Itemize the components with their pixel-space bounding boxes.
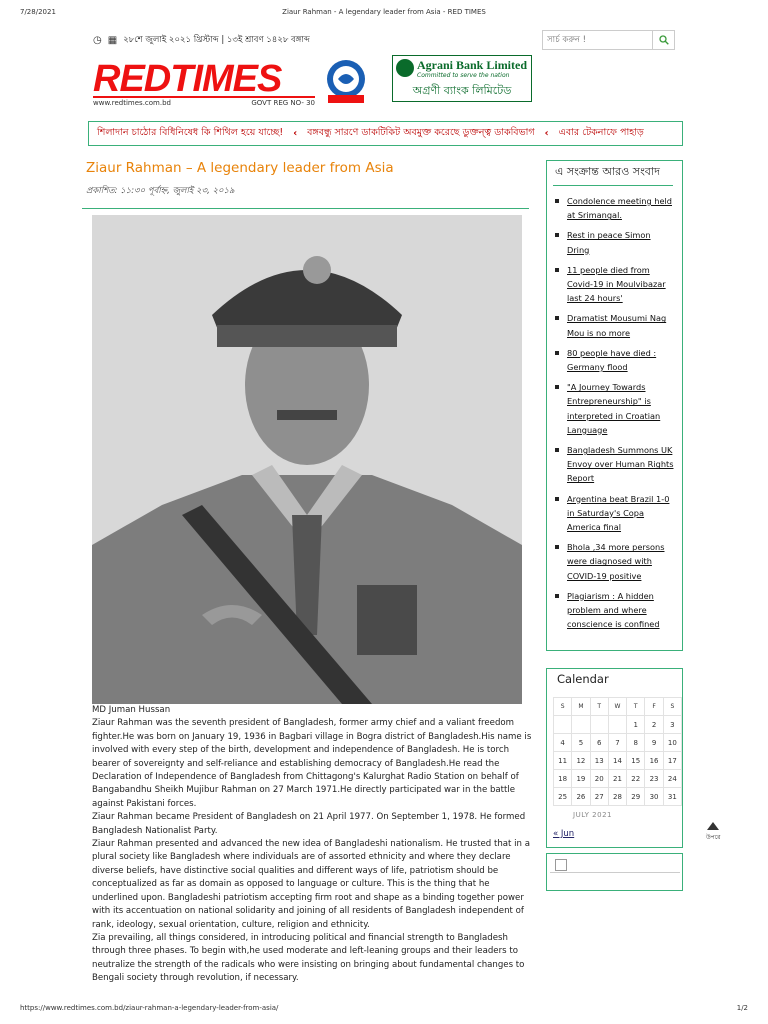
calendar-day: 16 bbox=[645, 752, 663, 770]
calendar-day: 26 bbox=[572, 788, 590, 806]
weekday-header: S bbox=[554, 698, 572, 716]
back-to-top-button[interactable] bbox=[706, 822, 720, 843]
calendar-day: 23 bbox=[645, 770, 663, 788]
sidebar-heading: এ সংক্রান্ত আরও সংবাদ bbox=[555, 165, 660, 178]
article-published-date: প্রকাশিত: ১১:৩০ পূর্বাহ্ন, জুলাই ২৩, ২০১৯ bbox=[86, 186, 235, 196]
calendar-prev-month-link[interactable]: « Jun bbox=[553, 829, 575, 839]
logo-reg: GOVT REG NO- 30 bbox=[251, 99, 315, 107]
calendar-day: 18 bbox=[554, 770, 572, 788]
article-author: MD Juman Hussan bbox=[92, 705, 171, 715]
logo-wordmark: REDTIMES bbox=[93, 58, 282, 100]
calendar-day bbox=[554, 716, 572, 734]
current-date: ২৮শে জুলাই ২০২১ খ্রিস্টাব্দ | ১৩ই শ্রাবণ ১৪২৮ বঙ্গাব্দ bbox=[123, 35, 310, 45]
article-paragraph: Ziaur Rahman presented and advanced the new idea of Bangladeshi nationalism. He trusted that in a plural society like Bangladesh where individuals are of assorted ethnicity and where they declare diverse beliefs, have distinctive social qualities and different ways of life, patriotism should be conceptualized as far as domain as opposed to language or culture. This is the thing that he underlined upon. Bangladeshi patriotism accepting firm root and shape as a binding together power with its accentuation on national solidarity and joining of all residents of Bangladesh independent of rank, ideology, sexual orientation, culture, religion and ethnicity. bbox=[92, 839, 530, 930]
calendar-day: 5 bbox=[572, 734, 590, 752]
divider bbox=[82, 208, 529, 209]
weekday-header: T bbox=[627, 698, 645, 716]
calendar-day: 24 bbox=[663, 770, 681, 788]
print-date: 7/28/2021 bbox=[20, 8, 56, 16]
ticker-item[interactable]: বঙ্গবন্ধু সারণে ডাকটিকিট অবমুক্ত করেছে ডুক্তন্ত্ব ডাকবিভাগ bbox=[307, 127, 535, 138]
list-item bbox=[555, 228, 674, 256]
agrani-bank-ad[interactable] bbox=[392, 55, 532, 102]
calendar-day: 28 bbox=[608, 788, 626, 806]
calendar-day: 17 bbox=[663, 752, 681, 770]
search-icon bbox=[659, 35, 669, 45]
ad-bangla-name: অগ্রণী ব্যাংক লিমিটেড bbox=[412, 84, 512, 97]
related-news-link[interactable]: Bangladesh Summons UK Envoy over Human Rights Report bbox=[567, 445, 674, 484]
list-item bbox=[555, 263, 674, 306]
ad-tagline: Committed to serve the nation bbox=[417, 72, 510, 79]
related-news-link[interactable]: 11 people died from Covid-19 in Moulvibazar last 24 hours' bbox=[567, 264, 666, 304]
calendar-day: 20 bbox=[590, 770, 608, 788]
calendar-icon: ▦ bbox=[107, 34, 118, 46]
calendar-week bbox=[554, 770, 682, 788]
bank-logo-icon bbox=[396, 59, 414, 77]
list-item bbox=[555, 443, 674, 486]
list-item bbox=[555, 346, 674, 374]
related-news-link[interactable]: Dramatist Mousumi Nag Mou is no more bbox=[567, 313, 667, 338]
calendar-widget bbox=[546, 668, 683, 848]
calendar-day bbox=[590, 716, 608, 734]
search-button[interactable] bbox=[652, 31, 674, 49]
article-paragraph: Ziaur Rahman was the seventh president of Bangladesh, former army chief and a valiant freedom fighter.He was born on January 19, 1936 in Bagbari village in Bogra district of Bangladesh.His name is involved with every step of the birth, development and independence of Bangladesh. He is torch bearer of sovereignty and self-reliance and establishing democracy of Bangladesh.He read the Declaration of Independence of Bangladesh from Chittagong's Kalurghat Radio Station on behalf of Bangabandhu Sheikh Mujibur Rahman on 27 March 1971.He directly participated war in the battle against Pakistani forces. bbox=[92, 718, 532, 809]
related-news-link[interactable]: Plagiarism : A hidden problem and where conscience is confined bbox=[567, 590, 660, 630]
calendar-day: 29 bbox=[627, 788, 645, 806]
calendar-day: 21 bbox=[608, 770, 626, 788]
related-news-link[interactable]: 80 people have died : Germany flood bbox=[567, 347, 657, 373]
weekday-header: T bbox=[590, 698, 608, 716]
logo-url: www.redtimes.com.bd bbox=[93, 99, 171, 107]
calendar-day: 12 bbox=[572, 752, 590, 770]
calendar-day: 13 bbox=[590, 752, 608, 770]
related-news-link[interactable]: Bhola ,34 more persons were diagnosed with COVID-19 positive bbox=[567, 542, 665, 581]
article-body bbox=[92, 704, 532, 986]
date-bar bbox=[93, 33, 310, 47]
calendar-table bbox=[553, 697, 682, 806]
search-input[interactable] bbox=[543, 31, 652, 49]
weekday-header: S bbox=[663, 698, 681, 716]
calendar-title: Calendar bbox=[557, 672, 609, 686]
calendar-day: 9 bbox=[645, 734, 663, 752]
portrait-image-icon bbox=[92, 215, 522, 704]
related-news-link[interactable]: "A Journey Towards Entrepreneurship" is interpreted in Croatian Language bbox=[567, 382, 661, 435]
back-to-top-label: উপরে bbox=[706, 834, 721, 841]
search-box bbox=[542, 30, 675, 50]
related-news-sidebar bbox=[546, 160, 683, 651]
calendar-week bbox=[554, 752, 682, 770]
list-item bbox=[555, 540, 674, 583]
print-url: https://www.redtimes.com.bd/ziaur-rahman-a-legendary-leader-from-asia/ bbox=[20, 1004, 279, 1012]
list-item bbox=[555, 492, 674, 535]
weekday-header: W bbox=[608, 698, 626, 716]
print-title: Ziaur Rahman - A legendary leader from Asia - RED TIMES bbox=[282, 8, 486, 16]
calendar-week bbox=[554, 734, 682, 752]
calendar-day: 30 bbox=[645, 788, 663, 806]
chevron-left-icon: ‹ bbox=[293, 128, 298, 139]
article-title: Ziaur Rahman – A legendary leader from Asia bbox=[86, 160, 394, 176]
sidebar-image-widget bbox=[546, 853, 683, 891]
calendar-day: 3 bbox=[663, 716, 681, 734]
chevron-left-icon: ‹ bbox=[544, 128, 549, 139]
divider bbox=[553, 185, 673, 186]
calendar-day: 10 bbox=[663, 734, 681, 752]
article-photo bbox=[92, 215, 522, 704]
calendar-caption: JULY 2021 bbox=[573, 811, 612, 819]
ticker-item[interactable]: এবার টেকনাফে পাহাড় bbox=[558, 127, 644, 138]
article-header bbox=[82, 160, 529, 209]
calendar-day: 2 bbox=[645, 716, 663, 734]
calendar-day: 11 bbox=[554, 752, 572, 770]
calendar-day: 7 bbox=[608, 734, 626, 752]
calendar-day: 6 bbox=[590, 734, 608, 752]
calendar-week bbox=[554, 788, 682, 806]
calendar-day: 4 bbox=[554, 734, 572, 752]
calendar-week bbox=[554, 716, 682, 734]
related-news-link[interactable]: Argentina beat Brazil 1-0 in Saturday's Copa America final bbox=[567, 493, 670, 533]
anniversary-emblem-icon bbox=[318, 57, 374, 105]
calendar-day: 15 bbox=[627, 752, 645, 770]
calendar-day: 22 bbox=[627, 770, 645, 788]
news-ticker bbox=[88, 121, 683, 146]
calendar-day: 25 bbox=[554, 788, 572, 806]
related-news-link[interactable]: Condolence meeting held at Srimangal. bbox=[567, 196, 672, 221]
list-item bbox=[555, 311, 674, 339]
related-news-link[interactable]: Rest in peace Simon Dring bbox=[567, 230, 651, 255]
calendar-day bbox=[572, 716, 590, 734]
list-item bbox=[555, 589, 674, 632]
calendar-day: 14 bbox=[608, 752, 626, 770]
calendar-day: 31 bbox=[663, 788, 681, 806]
arrow-up-icon bbox=[707, 822, 719, 830]
clock-icon: ◷ bbox=[93, 34, 102, 46]
print-page-number: 1/2 bbox=[736, 1004, 748, 1012]
weekday-header: F bbox=[645, 698, 663, 716]
list-item bbox=[555, 194, 674, 222]
calendar-day: 8 bbox=[627, 734, 645, 752]
ad-bank-name: Agrani Bank Limited bbox=[417, 58, 528, 72]
calendar-day: 19 bbox=[572, 770, 590, 788]
weekday-header: M bbox=[572, 698, 590, 716]
calendar-day bbox=[608, 716, 626, 734]
article-paragraph: Zia prevailing, all things considered, in introducing political and financial strength to Bangladesh through three phases. To begin with,he used moderate and left-leaning groups and their leaders to neutralize the strength of the radicals who were insisting on bringing about fundamental changes to Bengali society through revolution, if necessary. bbox=[92, 932, 525, 984]
calendar-day: 1 bbox=[627, 716, 645, 734]
article-paragraph: Ziaur Rahman became President of Bangladesh on 21 April 1977. On September 1, 1978. He formed Bangladesh Nationalist Party. bbox=[92, 812, 526, 836]
divider bbox=[550, 872, 680, 873]
site-logo[interactable] bbox=[93, 58, 315, 107]
broken-image-icon bbox=[555, 859, 567, 871]
ticker-item[interactable]: শিলাদান চাঠোর বিধিনিষেধ কি শিথিল হয়ে যাচ্ছে! bbox=[97, 127, 284, 138]
list-item bbox=[555, 380, 674, 437]
calendar-day: 27 bbox=[590, 788, 608, 806]
related-news-list bbox=[547, 194, 682, 631]
